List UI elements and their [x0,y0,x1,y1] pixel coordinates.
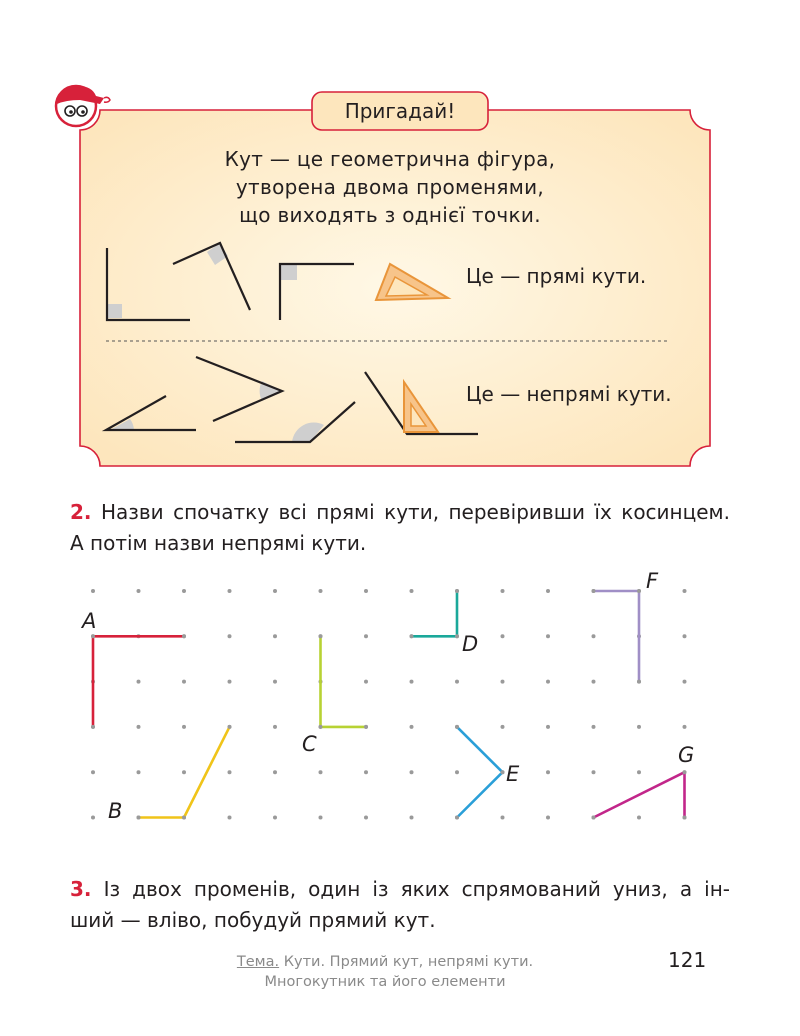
grid-dot [546,770,550,774]
angle-label-a: A [82,609,97,633]
grid-dot [683,770,687,774]
grid-dot [364,634,368,638]
grid-dot [546,680,550,684]
grid-dot [319,725,323,729]
grid-dot [273,680,277,684]
grid-dot [319,816,323,820]
grid-dot [683,816,687,820]
angle-label-g: G [678,743,695,767]
task-2-number: 2. [70,500,92,524]
angle-f [594,591,640,682]
task-3-line-1 [70,874,730,905]
grid-dot [683,680,687,684]
grid-dot [501,634,505,638]
grid-dot [91,634,95,638]
grid-dots [91,589,687,820]
definition-line-1: Кут — це геометрична фігура, [224,147,556,171]
grid-dot [546,589,550,593]
grid-dot [228,770,232,774]
definition-line-2: утворена двома променями, [235,175,545,199]
grid-dot [592,725,596,729]
grid-dot [319,634,323,638]
grid-dot [637,770,641,774]
grid-dot [455,634,459,638]
grid-dot [410,725,414,729]
grid-dot [364,680,368,684]
right-angles-caption: Це — прямі кути. [466,264,647,288]
grid-dot [592,634,596,638]
angle-label-f: F [646,569,659,593]
grid-dot [364,589,368,593]
grid-dot [182,634,186,638]
angle-label-c: C [302,732,317,756]
grid-dot [91,589,95,593]
grid-dot [501,589,505,593]
angle-c [321,636,367,727]
footer-topic [200,952,570,972]
grid-dot [319,589,323,593]
grid-dot [637,589,641,593]
grid-dot [546,634,550,638]
grid-dot [182,816,186,820]
grid-dot [501,725,505,729]
grid-dot [683,634,687,638]
grid-dot [273,634,277,638]
grid-dot [273,589,277,593]
nonright-angles-caption: Це — непрямі кути. [466,382,672,406]
grid-dot [410,589,414,593]
grid-dot [137,816,141,820]
angle-d [412,591,458,636]
task-3-number: 3. [70,877,92,901]
grid-dot [410,816,414,820]
grid-dot [228,816,232,820]
grid-dot [546,725,550,729]
grid-dot [182,589,186,593]
footer-topic-text: Кути. Прямий кут, непрямі кути. [283,954,534,970]
grid-dot [228,725,232,729]
grid-dot [91,725,95,729]
grid-dot [182,770,186,774]
task-3-line-2: ший — вліво, побудуй прямий кут. [70,908,436,932]
grid-dot [137,589,141,593]
grid-dot [364,816,368,820]
grid-dot [319,770,323,774]
grid-dot [228,634,232,638]
grid-dot [273,725,277,729]
angle-label-b: B [108,799,123,823]
grid-dot [228,589,232,593]
grid-dot [592,680,596,684]
grid-dot [137,725,141,729]
grid-dot [546,816,550,820]
grid-dot [91,816,95,820]
footer-topic-label: Тема. [236,954,280,970]
grid-dot [455,770,459,774]
grid-dot [501,680,505,684]
grid-dot [91,770,95,774]
grid-dot [455,725,459,729]
task-2-line-2: А потім назви непрямі кути. [70,531,367,555]
grid-dot [683,725,687,729]
grid-dot [273,770,277,774]
grid-dot [683,589,687,593]
grid-dot [137,680,141,684]
grid-dot [592,816,596,820]
angle-label-e: E [506,762,520,786]
grid-dot [410,680,414,684]
grid-dot [501,816,505,820]
grid-dot [501,770,505,774]
grid-dot [364,770,368,774]
grid-dot [228,680,232,684]
footer-subtopic: Многокутник та його елементи [264,974,506,990]
grid-dot [182,680,186,684]
grid-dot [410,770,414,774]
grid-dot [592,589,596,593]
angle-e [457,727,503,818]
grid-dot [455,816,459,820]
grid-dot [273,816,277,820]
angle-g [594,772,685,817]
grid-dot [637,725,641,729]
remember-tag: Пригадай! [344,99,456,123]
page-number: 121 [668,948,707,972]
angle-label-d: D [462,632,479,656]
grid-dot [364,725,368,729]
grid-dot [137,770,141,774]
grid-dot [637,816,641,820]
grid-dot [455,589,459,593]
grid-dot [182,725,186,729]
grid-dot [410,634,414,638]
task-3-text-1: Із двох променів, один із яких спрямований униз, а ін- [103,877,731,901]
definition-line-3: що виходять з однієї точки. [239,203,541,227]
grid-dot [455,680,459,684]
task-2-text-1: Назви спочатку всі прямі кути, перевіривши їх косинцем. [100,500,730,524]
grid-dot [592,770,596,774]
grid-dot [637,680,641,684]
